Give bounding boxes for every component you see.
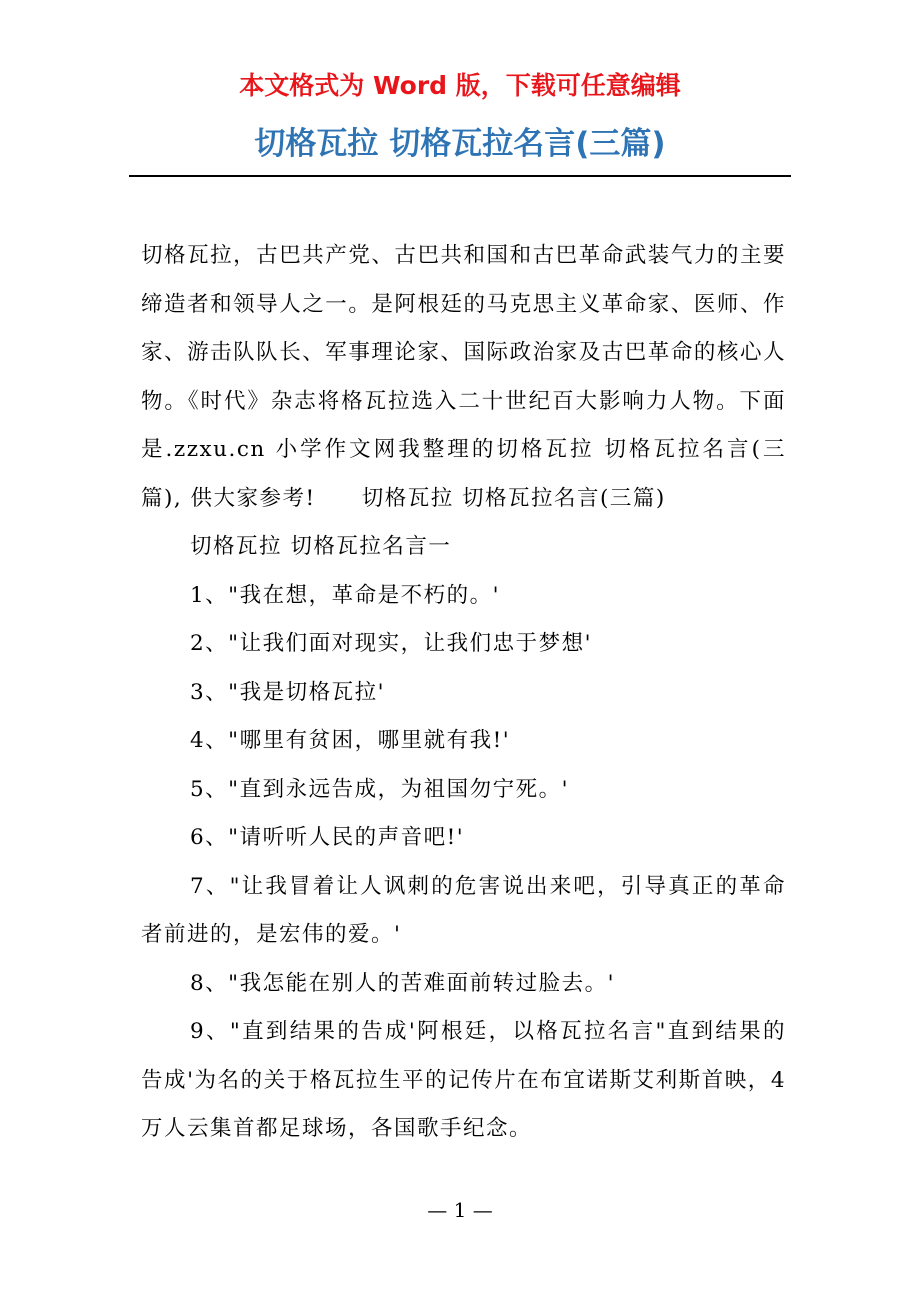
quote-item: 3、"我是切格瓦拉'	[190, 679, 385, 705]
quote-item: 8、"我怎能在别人的苦难面前转过脸去。'	[190, 970, 615, 996]
title-divider	[129, 175, 791, 177]
document-title: 切格瓦拉 切格瓦拉名言(三篇)	[254, 126, 666, 162]
document-body	[141, 232, 786, 1154]
quote-item: 7、"让我冒着让人讽刺的危害说出来吧，引导真正的革命者前进的，是宏伟的爱。'	[141, 873, 786, 947]
quote-item: 1、"我在想，革命是不朽的。'	[190, 582, 500, 608]
quote-item: 5、"直到永远告成，为祖国勿宁死。'	[190, 776, 569, 802]
section-heading: 切格瓦拉 切格瓦拉名言一	[190, 534, 452, 559]
quote-item: 4、"哪里有贫困，哪里就有我!'	[190, 728, 511, 753]
download-notice-banner: 本文格式为 Word 版，下载可任意编辑	[239, 71, 681, 100]
intro-paragraph: 切格瓦拉，古巴共产党、古巴共和国和古巴革命武装气力的主要缔造者和领导人之一。是阿根廷的马克思主义革命家、医师、作家、游击队队长、军事理论家、国际政治家及古巴革命的核心人物。《时代》杂志将格瓦拉选入二十世纪百大影响力人物。下面是.zzxu.cn 小学作文网我整理的切格瓦拉 切格瓦拉名言(三篇), 供大家参考! 切格瓦拉 切格瓦拉名言(三篇)	[141, 243, 786, 511]
quote-item: 6、"请听听人民的声音吧!'	[190, 825, 465, 850]
quote-item: 2、"让我们面对现实，让我们忠于梦想'	[190, 631, 592, 656]
quote-item: 9、"直到结果的告成'阿根廷，以格瓦拉名言"直到结果的告成'为名的关于格瓦拉生平的记传片在布宜诺斯艾利斯首映，4 万人云集首都足球场，各国歌手纪念。	[141, 1019, 786, 1141]
page-number: — 1 —	[427, 1198, 493, 1222]
